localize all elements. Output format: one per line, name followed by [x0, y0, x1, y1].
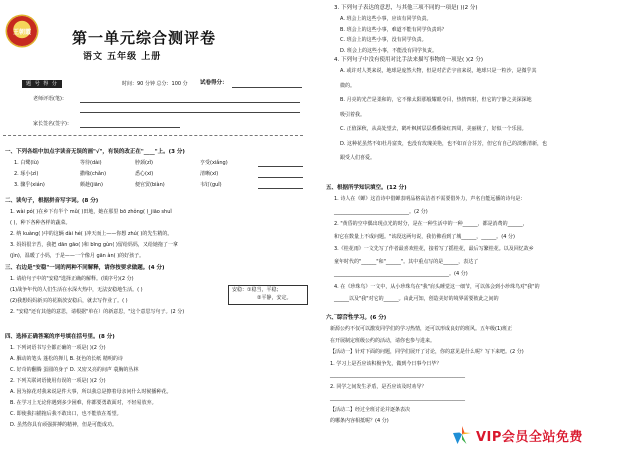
comment-line: [80, 102, 300, 103]
watermark-text: VIP会员全站免费: [476, 429, 583, 445]
section-5-line: 2. "黄昏的空中偶出现点光的时分，是在一种生活中的一种______，都是消费的______，: [334, 221, 528, 227]
pinyin-item: 1. 白鹭(lù): [14, 160, 39, 166]
q3-title: 3. 下列句子表达的意思，与其他三项不同的一项是( )(2 分): [334, 5, 478, 11]
q4-option: D. 这种花虽然不如杜丹富贵，也没有玫瑰美艳，也不如百合芬芳，但它有自己的淡雅清新，也: [340, 140, 548, 147]
section-4-line: 2. 下列关联词语使用有误的一项是( )(2 分): [10, 378, 106, 384]
sign-line: [80, 127, 180, 128]
divider: [3, 135, 303, 136]
q4-option: 吸引着我。: [340, 111, 366, 118]
pinyin-item: 撒缘(chǎn): [80, 171, 107, 177]
section-4-line: B. 在学习上无论你遇到多少困难，你都要勇敢面对，不轻易放弃。: [10, 400, 157, 406]
pinyin-item: 悉心(xī): [135, 171, 154, 177]
section-6-line: 在开展制定班级公约的活动，请你也参与进来。: [330, 337, 436, 344]
q3-option: C. 班会上的这些小事，没有同学负责。: [340, 37, 427, 43]
definition-line-1: 安稳：①稳当，平稳；: [232, 287, 282, 293]
section-5-line: 3.《桂花雨》一文先写了作者最喜欢桂花，接着写了摇桂花，最后写繁桂花。以及回忆故乡: [334, 246, 534, 252]
teacher-comment-label: 老师评语(笔)：: [33, 96, 67, 102]
q4-option: A. 或许对人类来说，地球是庞然大物，但是对茫茫宇宙来说，地球只是一粒沙，是微乎其: [340, 68, 537, 74]
score-blank: [232, 87, 302, 88]
section-5-title: 五、根据所学知识填空。(12 分): [326, 185, 407, 191]
section-1-title: 一、下列各组中加点字读音无误的画"√"，有误的改正在"____"上。(3 分): [5, 149, 185, 155]
comment-line-2: [80, 112, 300, 113]
section-5-line: ______________________________________________。(4 分): [334, 271, 468, 277]
section-4-line: C. 好奇的翻腾 蛋圆的身子 D. 又密又亮的间声 蓑胸的丛林: [10, 367, 139, 373]
section-2-line: (jìn)，温暖了小妈，于是——一个像月 gān àn( )的好孩子。: [10, 253, 145, 259]
correction-blank[interactable]: [258, 188, 303, 189]
pinyin-item: 亨受(xiǎng): [200, 160, 228, 166]
section-6-line: 2. 同学之间发生矛盾，是否应该及时劝导？: [330, 383, 427, 390]
seal-text: 王朝霞: [12, 28, 31, 36]
pinyin-item: 清晰(xī): [200, 171, 219, 177]
section-3-title: 三、右边是"安稳"一词的两种不同解释，请你按要求做题。(4 分): [5, 265, 165, 271]
section-5-line: ______________________________。(2 分): [334, 208, 428, 215]
correction-blank[interactable]: [258, 166, 303, 167]
exam-title: 第一单元综合测评卷: [72, 29, 217, 47]
section-3-line: (2)我想妈妈新买的花瓶放安稳后，就去写作业了。( ): [10, 298, 128, 304]
section-5-line: ______以及"我"对它的______。由此可知，创造美好的境界需要彼此之间的: [334, 296, 499, 302]
section-5-line: 和它在数量上不成问题。"该段这两句说，我仿佛看到了城______，______。(4 分): [334, 233, 515, 240]
pinyin-item: 韦钉(guǐ): [200, 182, 222, 188]
vip-watermark[interactable]: [452, 425, 583, 445]
section-2-line: ( )，种下各种各样的蔬菜。: [10, 220, 71, 226]
section-5-line: 4. 在《珍珠鸟》一文中，从小珍珠鸟在"我"肩头睡觉这一细节，可以体会到小珍珠鸟对"我"的: [334, 283, 540, 290]
parent-sign-label: 家长签名(签字)：: [33, 121, 72, 127]
section-4-line: D. 虽然你具有顽强拼搏的精神，但是可能成功。: [10, 422, 118, 428]
section-6-line: ______________________________________________________: [330, 372, 465, 378]
section-4-line: 1. 下列词语书写全都正确的一项是( )(2 分): [10, 345, 106, 351]
pinyin-item: 2. 琢小(zì): [14, 171, 39, 177]
section-3-line: 2. "安稳"还有其他的意思，请根据"单在）的新意思，"这个意思写句子。(2 分): [10, 309, 185, 315]
pinyin-item: 脖颈(zǐ): [135, 160, 153, 166]
time-score-info: 时间：90 分钟 总分：100 分: [122, 81, 188, 87]
correction-blank[interactable]: [258, 177, 303, 178]
section-4-line: C. 即使我扫描拖后我不敢出口，也不能放在希望。: [10, 411, 122, 417]
section-6-line: 新源公约不仅可以激发同学们的学习热情，还可以形成良好的班风。五年级(1)班正: [330, 326, 513, 332]
q4-option: 跟受人们喜爱。: [340, 155, 376, 161]
section-6-line: 【活动一】针对下面的问题，同学们展开了讨论，你的意见是什么呢？写下来吧。(2 分): [330, 349, 524, 355]
pinyin-item: 便官贸(biàn): [135, 182, 165, 188]
q3-option: D. 班会上的这些小事，不能没有同学负责。: [340, 47, 438, 54]
section-3-line: 1. 请给句子中的"安稳"选择正确的解释。(填序号)(2 分): [10, 276, 134, 282]
score-table-header: 题 号 得 分: [22, 80, 62, 88]
section-6-line: 的哪条内容相抵呢？(4 分): [330, 418, 389, 424]
q3-option: A. 班会上的这些小事，应该有同学负责。: [340, 16, 432, 22]
section-2-title: 二、读句子，根据拼音写字词。(8 分): [5, 198, 99, 204]
q4-option: 微的。: [340, 82, 356, 89]
pinyin-item: 等待(dài): [80, 160, 102, 166]
section-5-line: 1. 诗人在《蝉》这首诗中借蝉表明品格高洁者不需要借外力，声名自能远播的诗句是：: [334, 196, 526, 202]
definition-box: [228, 285, 308, 305]
q3-option: B. 班会上的这些小事，难道不能有同学负责吗？: [340, 26, 447, 33]
star-logo-icon: [452, 425, 472, 445]
section-3-line: (1)战争年代的人们生活在水深火热中，无法安稳地生活。( ): [10, 287, 143, 293]
section-2-line: 1. wài pó( )在乡下有半个 mǔ( )田地，她在那里 bō zhǒng( )_jiāo shuǐ: [10, 209, 172, 215]
q4-option: B. 月亮的光芒是柔和的，它不像太阳那般耀眼夺目，热情四射，但它的宁静之美深深地: [340, 97, 532, 103]
exam-subtitle: 语文 五年级 上册: [83, 52, 162, 62]
section-6-line: ______________________________________________________: [330, 395, 465, 401]
pinyin-item: 颇趁(jiān): [80, 182, 103, 188]
q4-title: 4. 下列句子中没有使用对比手法来描写事物的一项是( )(2 分): [334, 57, 484, 63]
section-4-title: 四、选择正确答案的序号填在括号里。(8 分): [5, 334, 115, 340]
definition-line-2: ②平静，安定。: [257, 295, 292, 301]
section-2-line: 2. 纳 kuàng( )中的这辆 dài hé( )冲天而上——你想 zhú( )的先生精的。: [10, 231, 173, 237]
section-2-line: 3. 妈妈很辛苦，我把 dān gāo( )和 bīng gùn( )留给妈妈，又给她拖了一拿: [10, 242, 178, 248]
total-score-label: 试卷得分：: [200, 80, 228, 86]
brand-seal-logo: [7, 16, 37, 46]
pinyin-item: 3. 骤乎(xián): [14, 182, 45, 188]
section-6-line: 1. 学习上是否应该积极争先，做到今日事今日毕？: [330, 360, 442, 367]
section-5-line: ______。: [334, 308, 355, 315]
section-6-title: 六、综合性学习。(6 分): [326, 315, 387, 321]
section-4-line: A. 胭动的笔头 蓬松的掸儿 B. 抚色的长纸 精明的诗: [10, 356, 123, 362]
section-4-line: A. 因为掠花对我来说是件大事，所以我总是擦着母亲问什么时候播种花。: [10, 389, 172, 395]
q4-option: C. 正值深秋，从高处望去，鹤叶枫树层层叠叠染红四周，美丽极了，好似一个乐园。: [340, 126, 527, 132]
section-6-line: 【活动二】经过全班讨论并逐条表决: [330, 406, 411, 413]
section-5-line: 童年时代的"______"和"______"。其中重点写的是______，表达了: [334, 258, 479, 265]
